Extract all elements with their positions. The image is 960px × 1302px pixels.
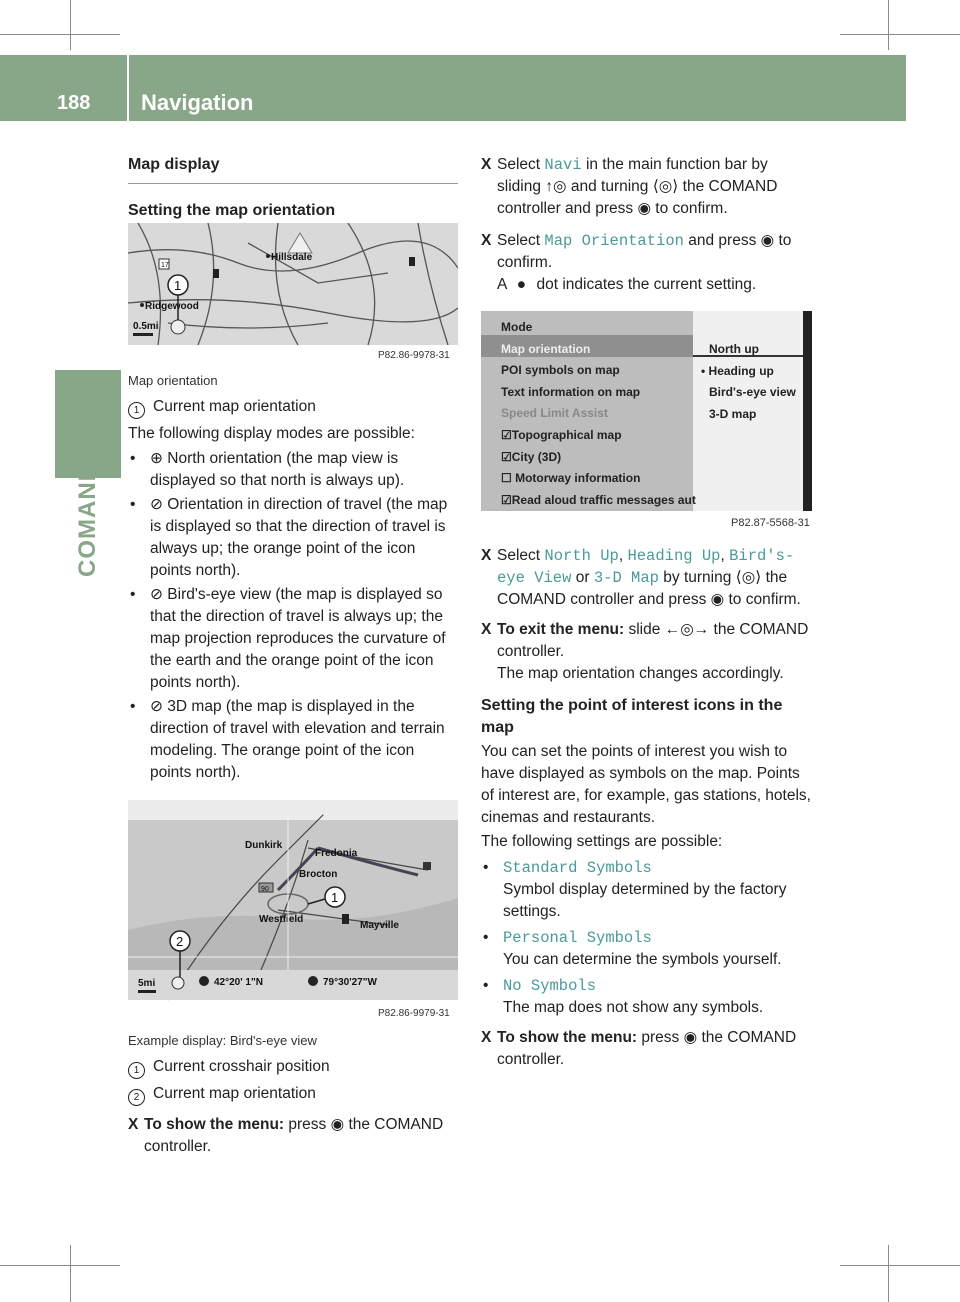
turn-icon: ⟨◎⟩ bbox=[652, 178, 679, 195]
crop-mark bbox=[888, 0, 889, 50]
step-arrow-icon: X bbox=[481, 1029, 492, 1046]
menu-item[interactable]: Text information on map bbox=[501, 384, 641, 399]
instruction-step: X Select Navi in the main function bar by sliding ↑◎ and turning ⟨◎⟩ the COMAND controller and press ◉ to confirm. bbox=[481, 156, 778, 217]
left-column bbox=[128, 154, 458, 222]
place-hillsdale: Hillsdale bbox=[271, 252, 313, 263]
poi-options-list bbox=[481, 857, 812, 1019]
menu-right-list bbox=[701, 339, 796, 425]
instruction-step: X To show the menu: press ◉ the COMAND controller. bbox=[128, 1116, 444, 1155]
list-item: • ⊘ 3D map (the map is displayed in the direction of travel with elevation and terrain modeling. The orange point of the icon points north). bbox=[130, 698, 445, 781]
menu-option[interactable]: North up bbox=[709, 342, 759, 356]
legend-item-2: 2 Current map orientation bbox=[128, 1083, 458, 1106]
menu-item[interactable]: ☑City (3D) bbox=[501, 449, 562, 464]
number-1-icon: 1 bbox=[128, 1062, 145, 1079]
figure-code: P82.86-9978-31 bbox=[378, 350, 450, 361]
section-title: Navigation bbox=[141, 90, 254, 115]
menu-item[interactable]: ☑Topographical map bbox=[501, 427, 622, 442]
header-bar bbox=[0, 55, 906, 121]
place-brocton: Brocton bbox=[299, 869, 338, 880]
list-item: • ⊕ North orientation (the map view is displayed so that north is always up). bbox=[130, 450, 405, 489]
menu-label-navi: Navi bbox=[544, 156, 582, 174]
place-mayville: Mayville bbox=[360, 920, 399, 931]
option-description: You can determine the symbols yourself. bbox=[503, 951, 782, 968]
instruction-step: X To exit the menu: slide ←◎→ the COMAND controller. The map orientation changes accordingly. bbox=[481, 621, 809, 682]
birds-eye-figure bbox=[128, 800, 458, 1022]
legend-item-1: 1 Current crosshair position bbox=[128, 1056, 458, 1079]
menu-left-list bbox=[501, 317, 696, 511]
step-arrow-icon: X bbox=[481, 621, 492, 638]
longitude-readout: 79°30'27"W bbox=[323, 977, 377, 988]
latitude-readout: 42°20' 1"N bbox=[214, 977, 263, 988]
option-description: Symbol display determined by the factory settings. bbox=[503, 881, 787, 920]
step-arrow-icon: X bbox=[481, 156, 492, 173]
step-arrow-icon: X bbox=[128, 1116, 139, 1133]
left-column-footer bbox=[128, 1030, 458, 1158]
route-number: 17 bbox=[161, 262, 169, 269]
menu-item[interactable]: Mode bbox=[501, 320, 533, 334]
instruction-step: X Select Map Orientation and press ◉ to confirm. A ● dot indicates the current setting. bbox=[481, 232, 792, 293]
map-orientation-figure bbox=[128, 223, 458, 363]
map-orientation-subheading: Setting the map orientation bbox=[128, 202, 336, 219]
route-number: 90 bbox=[261, 886, 269, 893]
legend-item-1: 1 Current map orientation bbox=[128, 396, 458, 419]
figure-code: P82.86-9979-31 bbox=[378, 1008, 450, 1019]
option-description: The map does not show any symbols. bbox=[503, 999, 764, 1016]
menu-item[interactable]: ☑Read aloud traffic messages aut bbox=[501, 492, 696, 507]
map-scale: 5mi bbox=[138, 978, 156, 989]
number-2-icon: 2 bbox=[128, 1089, 145, 1106]
list-item: • ⊘ Orientation in direction of travel (the map is displayed so that the direction of travel is always up; the orange point of the icon points north). bbox=[130, 496, 448, 579]
svg-text:1: 1 bbox=[331, 890, 339, 905]
press-icon: ◉ bbox=[710, 591, 725, 608]
number-1-icon: 1 bbox=[128, 402, 145, 419]
heading-icon: ⊘ bbox=[150, 586, 168, 603]
figure-caption: Map orientation bbox=[128, 373, 218, 388]
figure-caption: Example display: Bird's-eye view bbox=[128, 1033, 317, 1048]
right-column bbox=[481, 154, 812, 296]
list-item: • No Symbols bbox=[483, 977, 597, 995]
place-ridgewood: Ridgewood bbox=[145, 301, 199, 312]
right-column-body bbox=[481, 545, 812, 1071]
menu-scrollbar[interactable] bbox=[803, 311, 812, 511]
crop-mark bbox=[70, 0, 71, 50]
menu-label-map-orientation: Map Orientation bbox=[544, 232, 684, 250]
north-icon: ⊕ bbox=[150, 450, 168, 467]
slide-left-right-icon: ←◎→ bbox=[664, 621, 710, 638]
instruction-step: X To show the menu: press ◉ the COMAND controller. bbox=[481, 1029, 797, 1068]
step-arrow-icon: X bbox=[481, 547, 492, 564]
crop-mark bbox=[70, 1245, 71, 1302]
menu-option[interactable]: • Heading up bbox=[701, 363, 774, 378]
map-display-heading: Map display bbox=[128, 154, 458, 184]
menu-item[interactable]: POI symbols on map bbox=[501, 363, 620, 378]
dot-icon: ● bbox=[516, 276, 527, 293]
menu-item[interactable]: ☐ Motorway information bbox=[501, 471, 641, 486]
map-scale: 0.5mi bbox=[133, 321, 159, 332]
page-number: 188 bbox=[57, 92, 91, 114]
list-item: • ⊘ Bird's-eye view (the map is displayed so that the direction of travel is always up; the map projection reproduces the curvature of the earth and the orange point of the icon points north). bbox=[130, 586, 446, 691]
poi-settings-intro: The following settings are possible: bbox=[481, 833, 723, 850]
list-item: • Personal Symbols bbox=[483, 929, 652, 947]
crop-mark bbox=[840, 34, 960, 35]
poi-paragraph: You can set the points of interest you wish to have displayed as symbols on the map. Points of interest are, for example, gas stations, hotels, cinemas and restaurants. bbox=[481, 743, 811, 826]
menu-option[interactable]: 3-D map bbox=[709, 406, 757, 421]
menu-figure bbox=[481, 311, 812, 533]
svg-text:2: 2 bbox=[176, 934, 184, 949]
menu-item[interactable]: Speed Limit Assist bbox=[501, 406, 608, 421]
map-orientation-image bbox=[128, 223, 458, 363]
menu-item[interactable]: Map orientation bbox=[501, 341, 591, 356]
crop-mark bbox=[0, 1265, 120, 1266]
svg-text:1: 1 bbox=[174, 278, 182, 293]
menu-option[interactable]: Bird's-eye view bbox=[709, 385, 796, 400]
press-icon: ◉ bbox=[760, 232, 775, 249]
poi-heading: Setting the point of interest icons in the map bbox=[481, 697, 783, 736]
modes-list bbox=[128, 448, 458, 784]
step-arrow-icon: X bbox=[481, 232, 492, 249]
side-tab bbox=[55, 370, 121, 478]
header-divider bbox=[127, 55, 129, 121]
figure-code: P82.87-5568-31 bbox=[731, 517, 810, 529]
slide-up-icon: ↑◎ bbox=[545, 178, 567, 195]
modes-intro: The following display modes are possible: bbox=[128, 425, 415, 442]
press-icon: ◉ bbox=[637, 200, 651, 217]
turn-icon: ⟨◎⟩ bbox=[735, 569, 762, 586]
place-westfield: Westfield bbox=[259, 914, 304, 925]
left-column-body bbox=[128, 370, 458, 784]
crop-mark bbox=[840, 1265, 960, 1266]
heading-icon: ⊘ bbox=[150, 698, 168, 715]
crop-mark bbox=[888, 1245, 889, 1302]
birds-eye-image bbox=[128, 800, 458, 1022]
heading-icon: ⊘ bbox=[150, 496, 168, 513]
press-icon: ◉ bbox=[683, 1029, 698, 1046]
press-icon: ◉ bbox=[330, 1116, 345, 1133]
place-fredonia: Fredonia bbox=[315, 848, 358, 859]
list-item: • Standard Symbols bbox=[483, 859, 652, 877]
crop-mark bbox=[0, 34, 120, 35]
place-dunkirk: Dunkirk bbox=[245, 840, 283, 851]
instruction-step: X Select North Up, Heading Up, Bird's- eye View or 3-D Map by turning ⟨◎⟩ the COMAND controller and press ◉ to confirm. bbox=[481, 547, 801, 608]
